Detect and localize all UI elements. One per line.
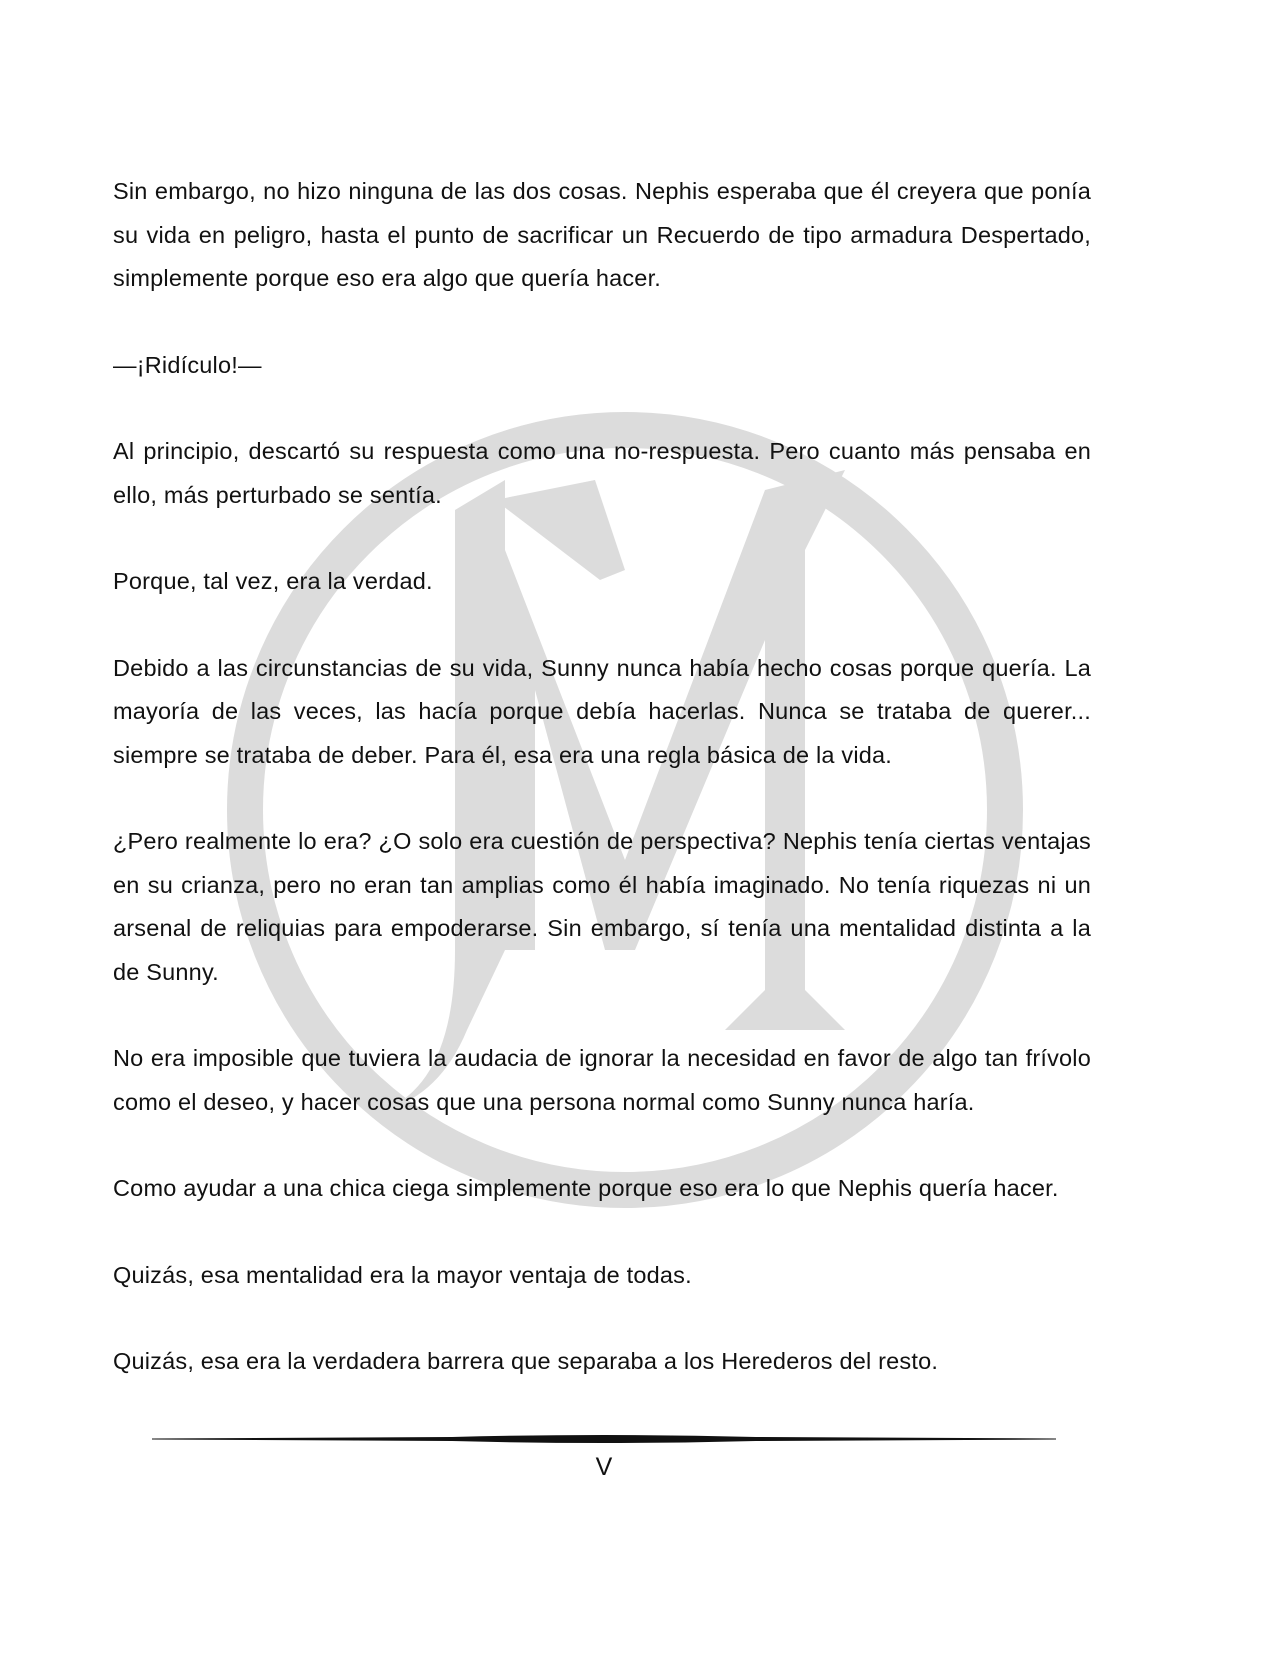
paragraph-6: ¿Pero realmente lo era? ¿O solo era cuestión de perspectiva? Nephis tenía ciertas ventajas en su crianza, pero no eran tan amplias como él había imaginado. No tenía riquezas ni un arsenal de reliquias para empoderarse. Sin embargo, sí tenía una mentalidad distinta a la de Sunny. bbox=[113, 828, 1091, 985]
paragraph-2: —¡Ridículo!— bbox=[113, 351, 262, 378]
paragraph-4: Porque, tal vez, era la verdad. bbox=[113, 568, 433, 594]
body-text bbox=[113, 170, 1091, 1427]
paragraph-8: Como ayudar a una chica ciega simplemente porque eso era lo que Nephis quería hacer. bbox=[113, 1175, 1059, 1201]
paragraph-3: Al principio, descartó su respuesta como una no-respuesta. Pero cuanto más pensaba en ello, más perturbado se sentía. bbox=[113, 438, 1091, 508]
paragraph-9: Quizás, esa mentalidad era la mayor ventaja de todas. bbox=[113, 1261, 692, 1288]
ornamental-divider-icon bbox=[152, 1432, 1056, 1446]
paragraph-10: Quizás, esa era la verdadera barrera que separaba a los Herederos del resto. bbox=[113, 1348, 939, 1374]
paragraph-7: No era imposible que tuviera la audacia de ignorar la necesidad en favor de algo tan frívolo como el deseo, y hacer cosas que una persona normal como Sunny nunca haría. bbox=[113, 1045, 1091, 1115]
paragraph-1: Sin embargo, no hizo ninguna de las dos cosas. Nephis esperaba que él creyera que ponía su vida en peligro, hasta el punto de sacrificar un Recuerdo de tipo armadura Despertado, simplemente porque eso era algo que quería hacer. bbox=[113, 178, 1091, 291]
paragraph-5: Debido a las circunstancias de su vida, Sunny nunca había hecho cosas porque quería. La mayoría de las veces, las hacía porque debía hacerlas. Nunca se trataba de querer... siempre se trataba de deber. Para él, esa era una regla básica de la vida. bbox=[113, 654, 1091, 768]
page-number: V bbox=[595, 1453, 613, 1481]
